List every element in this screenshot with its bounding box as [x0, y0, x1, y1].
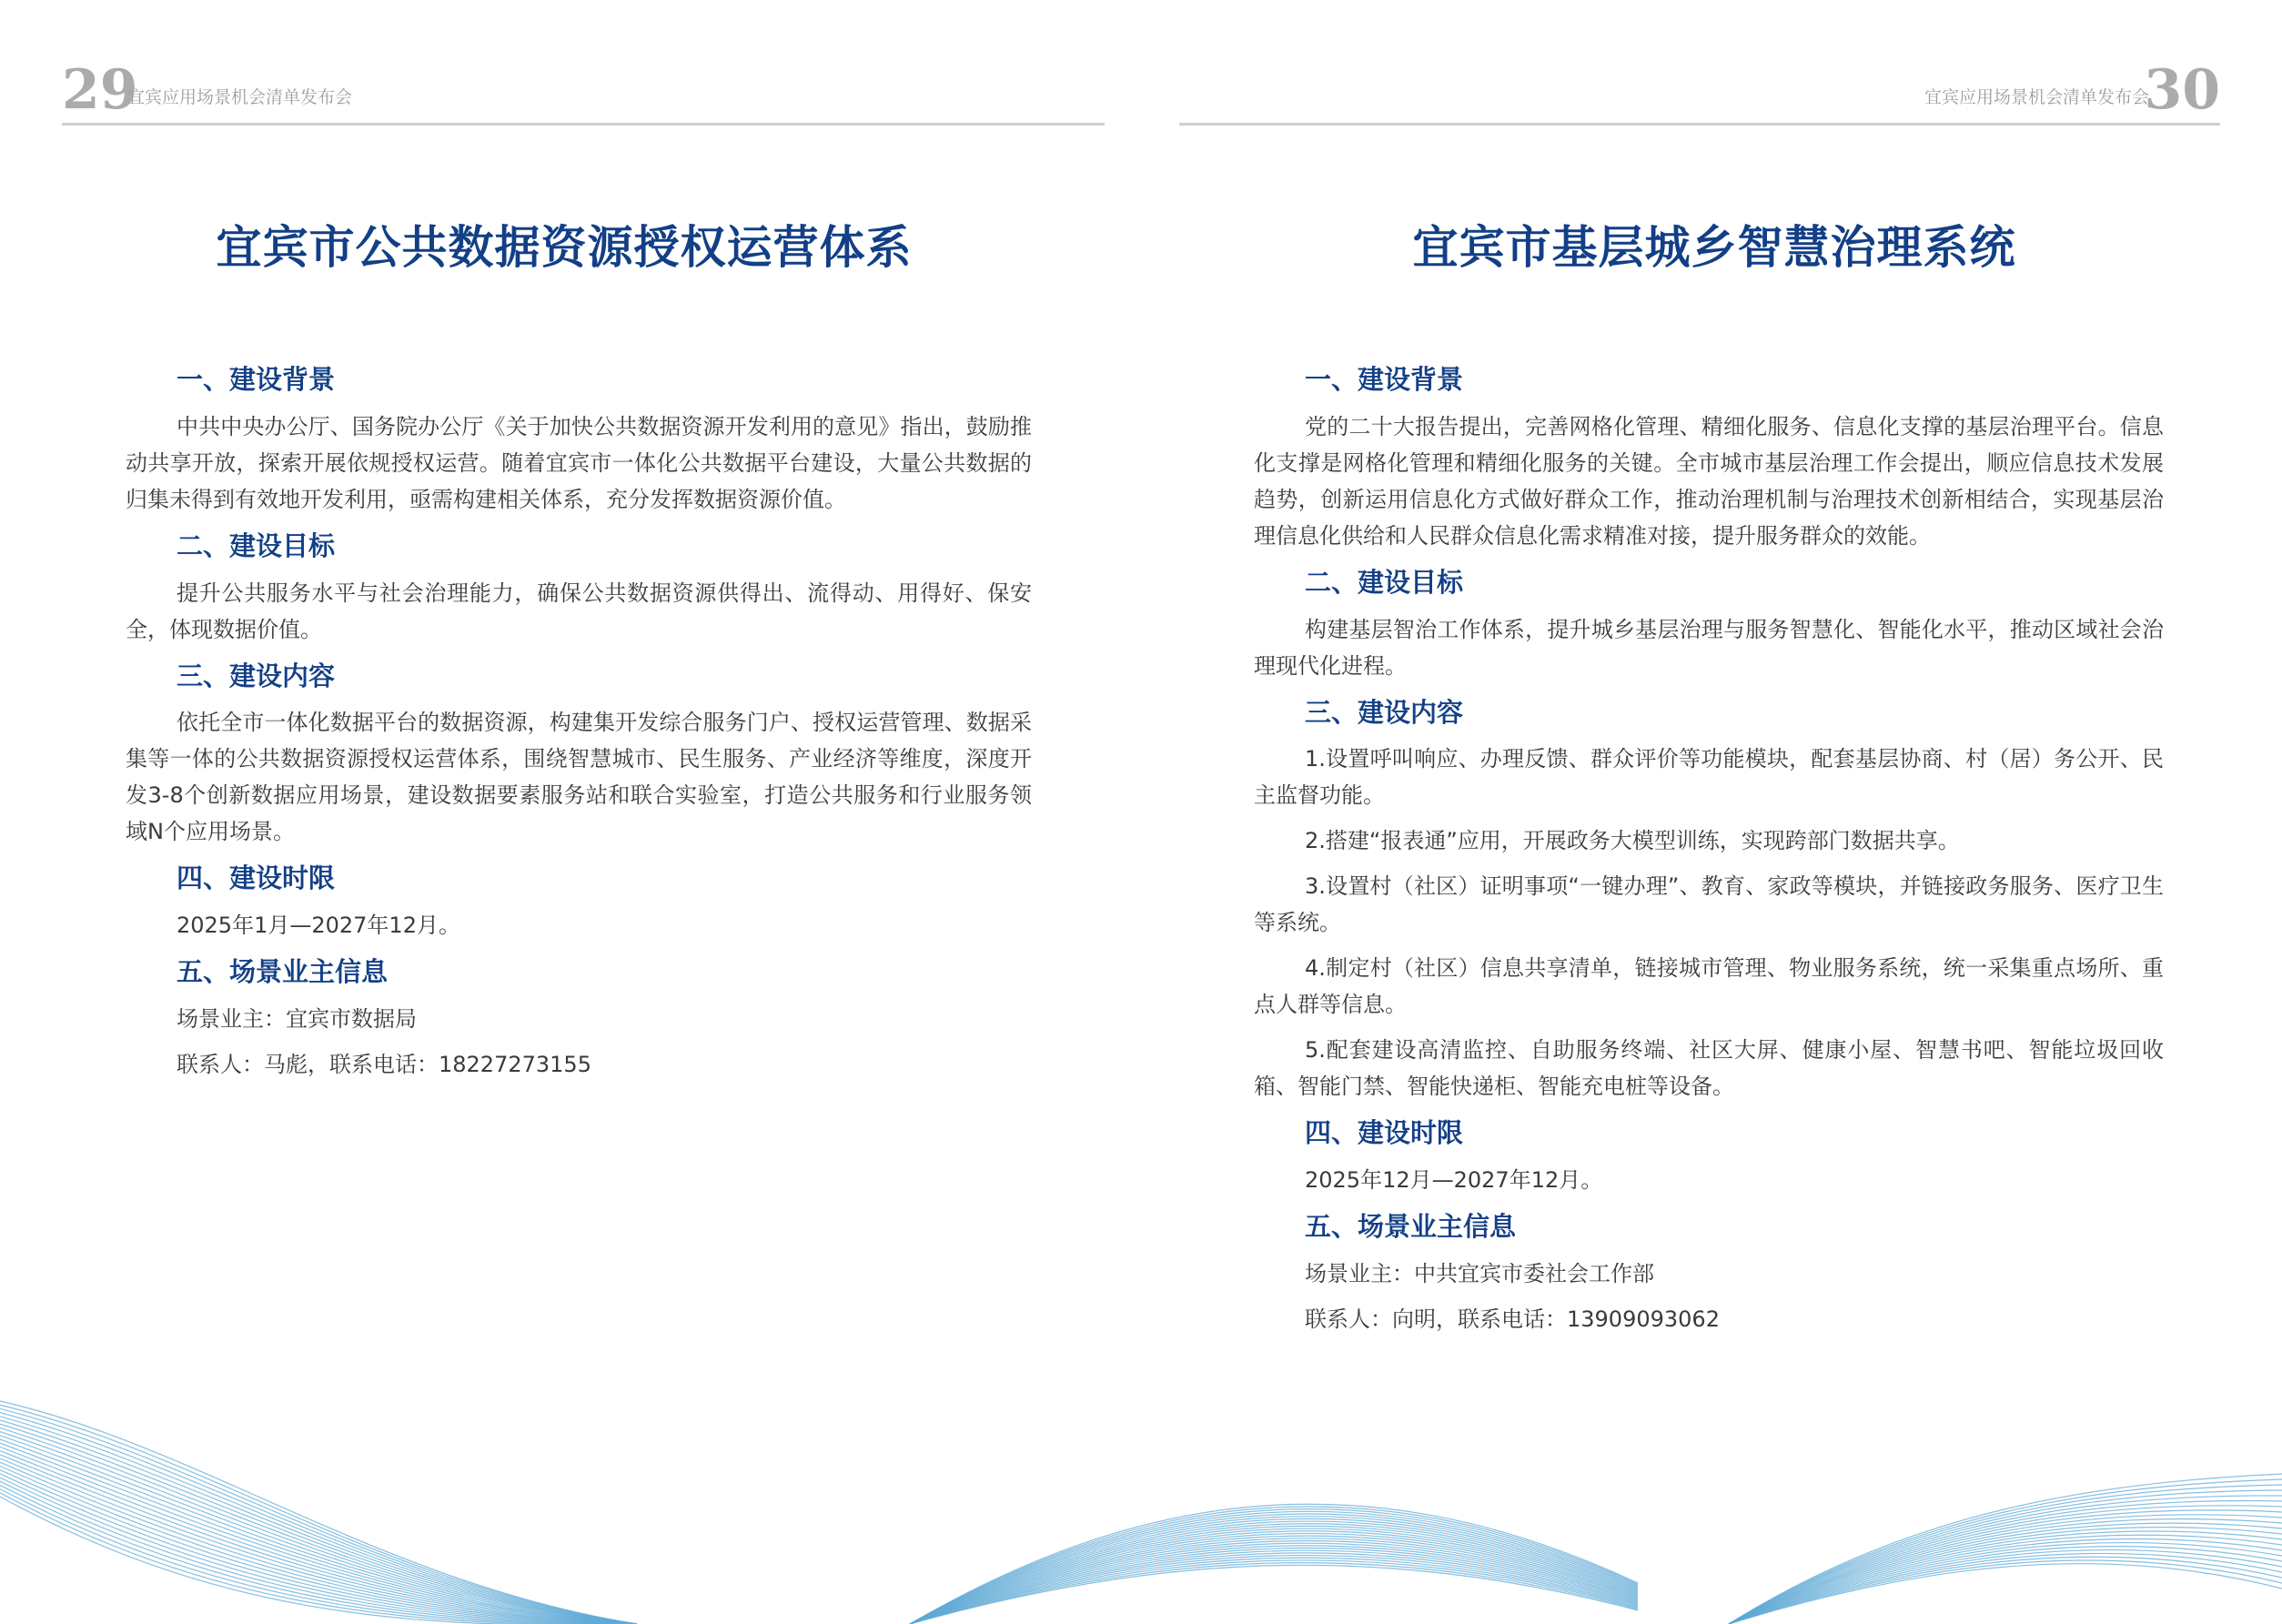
list-item: 3.设置村（社区）证明事项“一键办理”、教育、家政等模块，并链接政务服务、医疗卫生等系统。: [1254, 873, 2164, 936]
running-header-title: 宜宾应用场景机会清单发布会: [127, 87, 353, 107]
section-heading: 四、建设时限: [1305, 1117, 1464, 1149]
section-timeline: [126, 862, 1032, 943]
list-item: 4.制定村（社区）信息共享清单，链接城市管理、物业服务系统，统一采集重点场所、重点人群等信息。: [1254, 955, 2164, 1018]
page-number: 29: [62, 58, 138, 122]
list-item: 1.设置呼叫响应、办理反馈、群众评价等功能模块，配套基层协商、村（居）务公开、民主监督功能。: [1254, 746, 2164, 809]
owner-line: 场景业主：宜宾市数据局: [177, 1005, 417, 1032]
section-heading: 二、建设目标: [1305, 566, 1464, 598]
section-heading: 一、建设背景: [177, 364, 336, 395]
owner-line: 场景业主：中共宜宾市委社会工作部: [1305, 1260, 1654, 1286]
section-background: [126, 364, 1032, 518]
contact-line: 联系人：向明，联系电话：13909093062: [1305, 1306, 1720, 1332]
section-heading: 五、场景业主信息: [1305, 1211, 1517, 1243]
section-content: [126, 661, 1032, 851]
section-goal: [126, 530, 1032, 648]
contact-line: 联系人：马彪，联系电话：18227273155: [177, 1051, 591, 1077]
section-heading: 一、建设背景: [1305, 364, 1464, 395]
paragraph: 构建基层智治工作体系，提升城乡基层治理与服务智慧化、智能化水平，推动区域社会治理现代化进程。: [1254, 616, 2164, 679]
decorative-wave-lines: [0, 1310, 2282, 1624]
section-heading: 三、建设内容: [1305, 696, 1464, 728]
section-content: [1254, 697, 2164, 1105]
left-content: [126, 364, 1032, 1095]
paragraph: 中共中央办公厅、国务院办公厅《关于加快公共数据资源开发利用的意见》指出，鼓励推动共享开放，探索开展依规授权运营。随着宜宾市一体化公共数据平台建设，大量公共数据的归集未得到有效地开发利用，亟需构建相关体系，充分发挥数据资源价值。: [126, 413, 1032, 512]
page-title: 宜宾市基层城乡智慧治理系统: [1412, 221, 2016, 274]
section-heading: 三、建设内容: [177, 660, 336, 691]
section-timeline: [1254, 1117, 2164, 1198]
paragraph: 党的二十大报告提出，完善网格化管理、精细化服务、信息化支撑的基层治理平台。信息化支撑是网格化管理和精细化服务的关键。全市城市基层治理工作会提出，顺应信息技术发展趋势，创新运用信息化方式做好群众工作，推动治理机制与治理技术创新相结合，实现基层治理信息化供给和人民群众信息化需求精准对接，提升服务群众的效能。: [1254, 413, 2164, 549]
left-page-header: [62, 56, 1105, 126]
section-goal: [1254, 567, 2164, 684]
section-background: [1254, 364, 2164, 554]
list-item: 5.配套建设高清监控、自助服务终端、社区大屏、健康小屋、智慧书吧、智能垃圾回收箱、智能门禁、智能快递柜、智能充电桩等设备。: [1254, 1037, 2164, 1100]
paragraph: 依托全市一体化数据平台的数据资源，构建集开发综合服务门户、授权运营管理、数据采集等一体的公共数据资源授权运营体系，围绕智慧城市、民生服务、产业经济等维度，深度开发3-8个创新数据应用场景，建设数据要素服务站和联合实验室，打造公共服务和行业服务领域N个应用场景。: [126, 710, 1032, 845]
running-header-title: 宜宾应用场景机会清单发布会: [1924, 87, 2149, 107]
list-item: 2.搭建“报表通”应用，开展政务大模型训练，实现跨部门数据共享。: [1305, 828, 1960, 854]
section-heading: 四、建设时限: [177, 862, 336, 894]
section-heading: 二、建设目标: [177, 530, 336, 561]
paragraph: 提升公共服务水平与社会治理能力，确保公共数据资源供得出、流得动、用得好、保安全，体现数据价值。: [126, 580, 1032, 642]
right-content: [1254, 364, 2164, 1350]
section-heading: 五、场景业主信息: [177, 956, 389, 988]
right-page-header: [1179, 56, 2220, 126]
paragraph: 2025年1月—2027年12月。: [177, 913, 460, 939]
paragraph: 2025年12月—2027年12月。: [1305, 1167, 1603, 1194]
page-title: 宜宾市公共数据资源授权运营体系: [216, 221, 913, 274]
page-number: 30: [2144, 58, 2220, 122]
section-owner-info: [126, 956, 1032, 1083]
